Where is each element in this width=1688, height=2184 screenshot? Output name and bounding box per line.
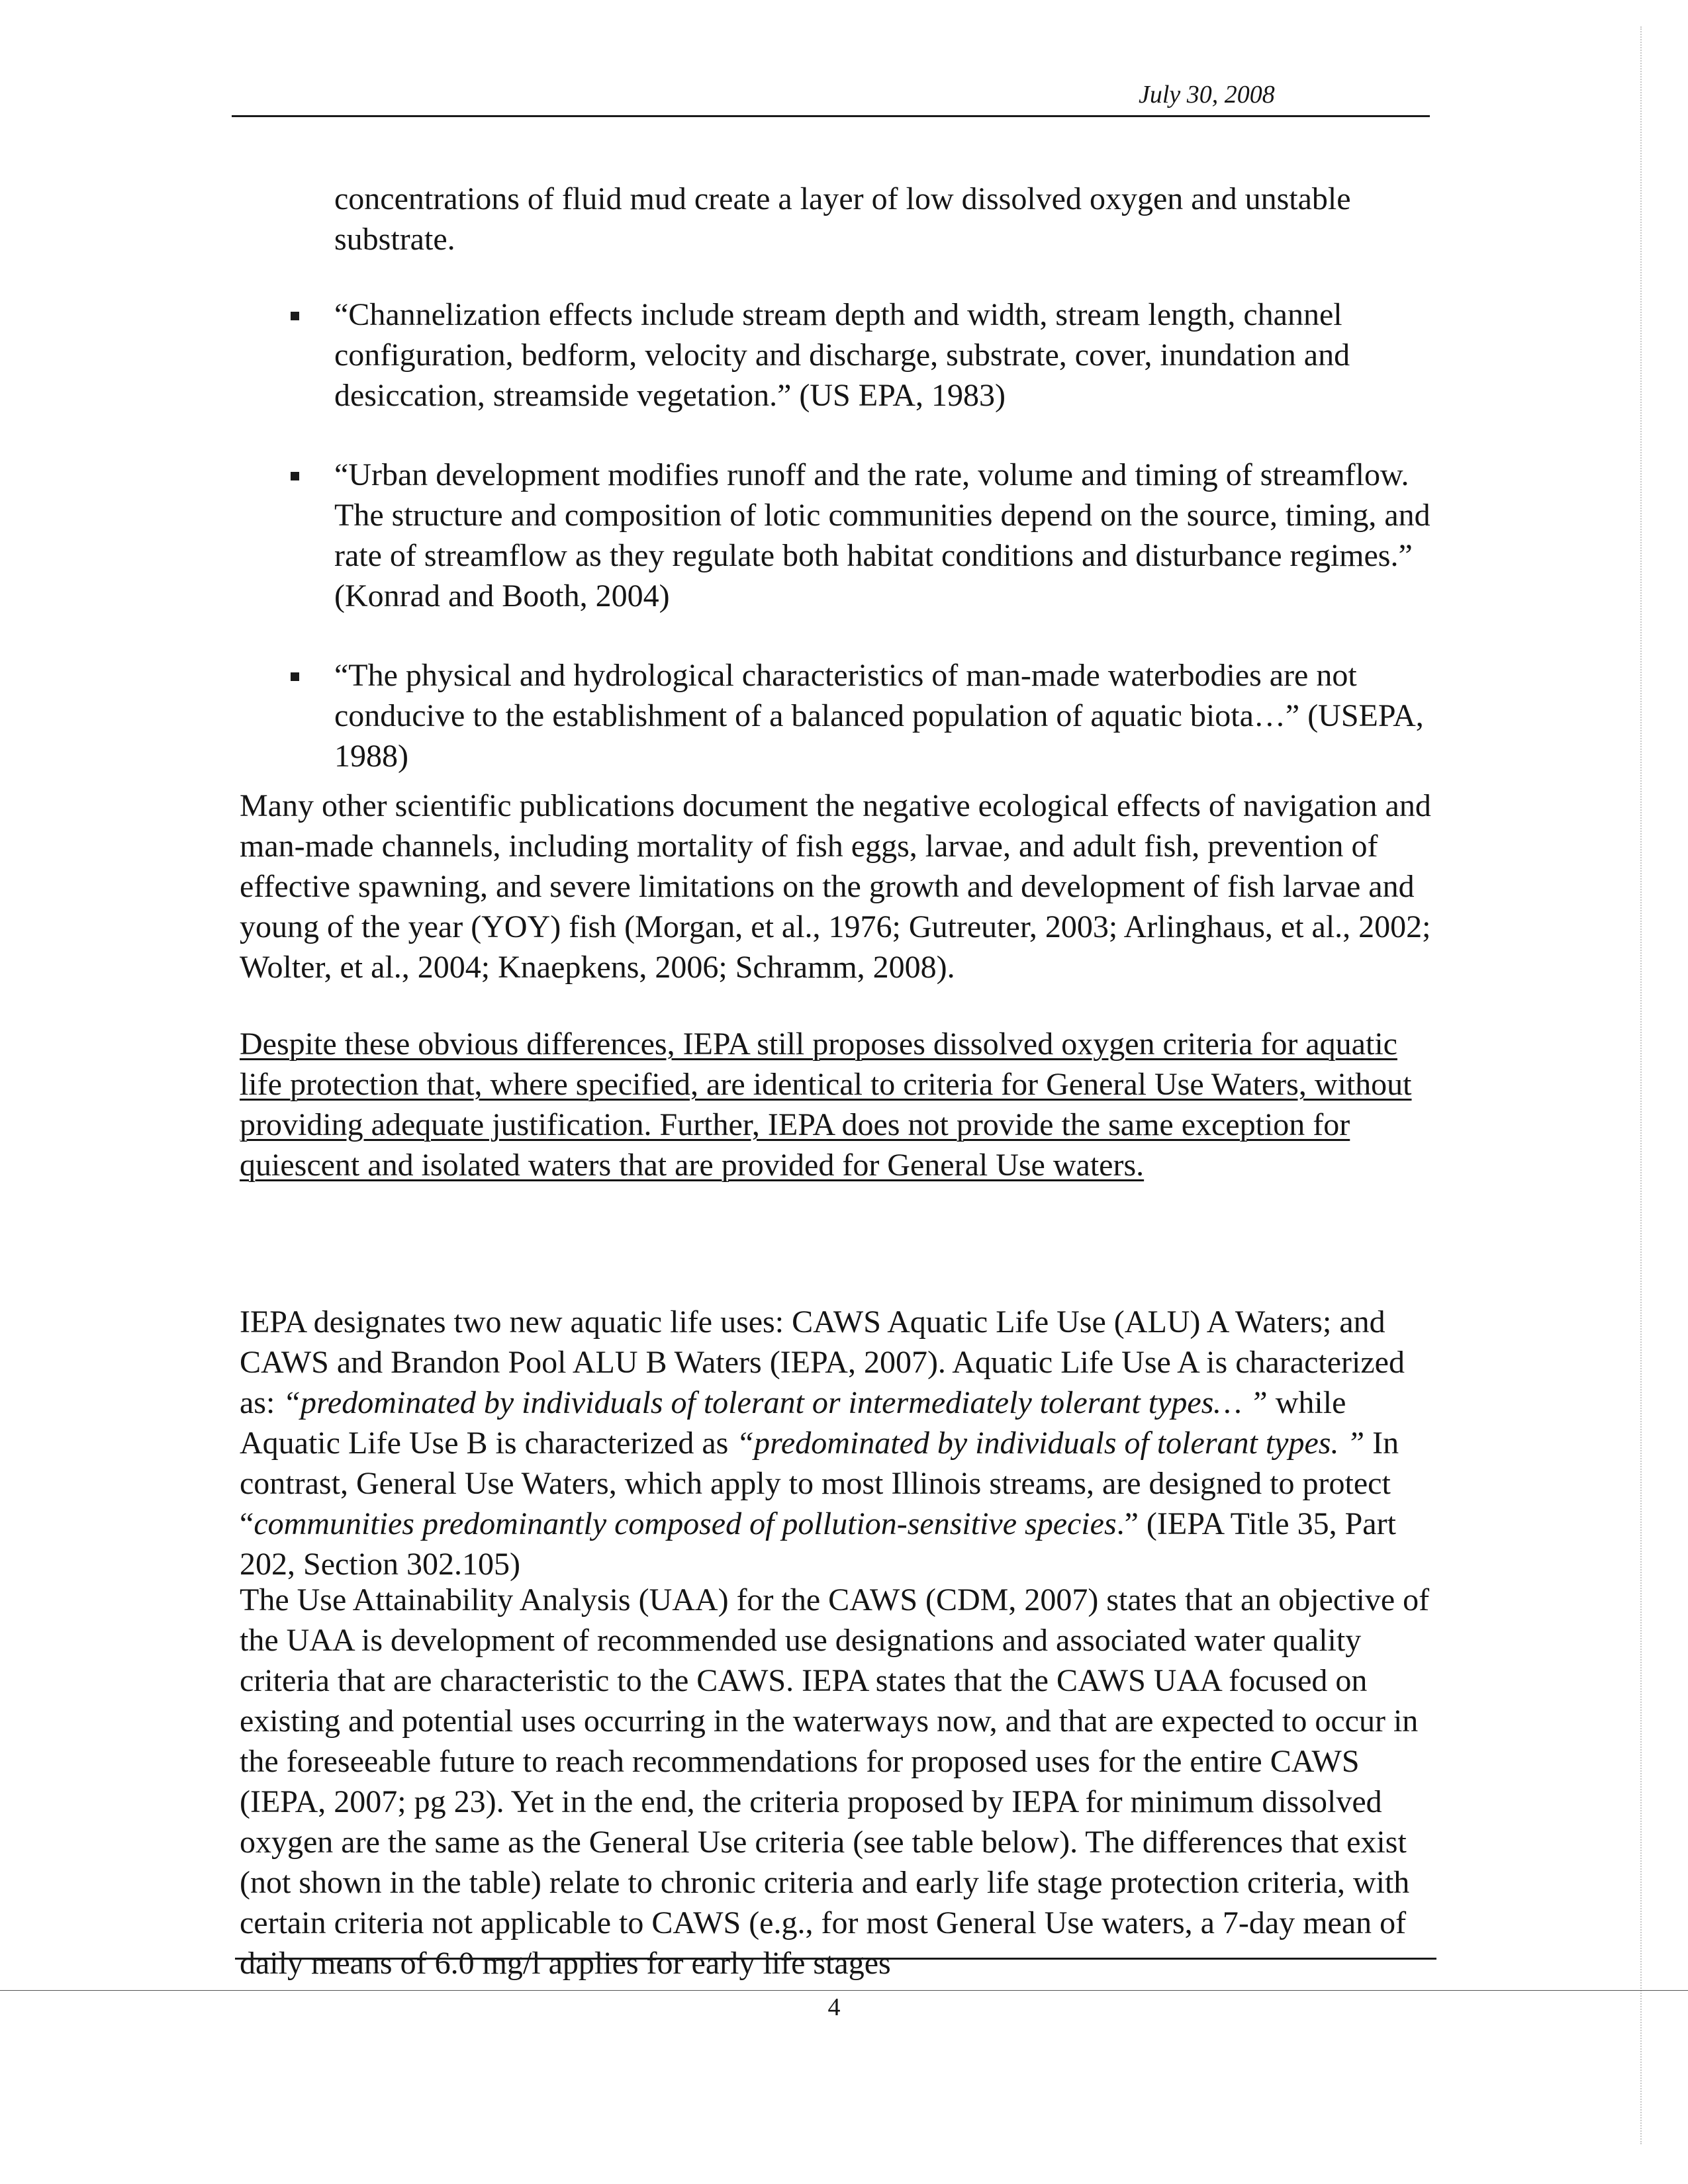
quote-text: “The physical and hydrological characteristics of man-made waterbodies are not conducive to the establishment of a balanced population of aquatic biota…” (USEPA, 1988) — [334, 658, 1424, 774]
paragraph-navigation-effects: Many other scientific publications document the negative ecological effects of navigation and man-made channels, including mortality of fish eggs, larvae, and adult fish, prevention of effective spawning, and severe limitations on the growth and development of fish larvae and young of the year (YOY) fish (Morgan, et al., 1976; Gutreuter, 2003; Arlinghaus, et al., 2002; Wolter, et al., 2004; Knaepkens, 2006; Schramm, 2008). — [240, 788, 1431, 985]
underlined-text: Despite these obvious differences, IEPA still proposes dissolved oxygen criteria for aquatic life protection that, where specified, are identical to criteria for General Use Waters, without providing adequate justification. Further, IEPA does not provide the same exception for quiescent and isolated waters that are provided for General Use waters. — [240, 1026, 1412, 1183]
header-date: July 30, 2008 — [1139, 81, 1275, 109]
text-segment: In contrast, General Use Waters, which apply to most Illinois streams, are designed to protect “ — [240, 1426, 1399, 1541]
list-item — [0, 295, 1460, 416]
quote-list — [0, 295, 1688, 776]
bullet-icon — [291, 672, 299, 681]
quote-text: “Channelization effects include stream depth and width, stream length, channel configuration, bedform, velocity and discharge, substrate, cover, inundation and desiccation, streamside vegetation.” (US EPA, 1983) — [334, 297, 1350, 413]
paragraph-underlined-argument — [240, 1024, 1438, 1185]
bullet-icon — [291, 472, 299, 480]
list-item — [0, 455, 1460, 616]
text-segment: .” (IEPA Title 35, Part 202, Section 302.105) — [240, 1506, 1396, 1582]
bullet-icon — [291, 312, 299, 320]
scan-edge-line — [0, 1990, 1688, 1991]
header-rule — [232, 115, 1430, 117]
quote-text: “Urban development modifies runoff and the rate, volume and timing of streamflow. The structure and composition of lotic communities depend on the source, timing, and rate of streamflow as they regulate both habitat conditions and disturbance regimes.” (Konrad and Booth, 2004) — [334, 457, 1430, 614]
italic-quote: communities predominantly composed of pollution-sensitive species — [254, 1506, 1117, 1541]
text-segment: while Aquatic Life Use B is characterized as — [240, 1385, 1346, 1461]
paragraph-aquatic-life-uses — [240, 1302, 1438, 1584]
paragraph-uaa: The Use Attainability Analysis (UAA) for the CAWS (CDM, 2007) states that an objective of the UAA is development of recommended use designations and associated water quality criteria that are characteristic to the CAWS. IEPA states that the CAWS UAA focused on existing and potential uses occurring in the waterways now, and that are expected to occur in the foreseeable future to reach recommendations for proposed uses for the entire CAWS (IEPA, 2007; pg 23). Yet in the end, the criteria proposed by IEPA for minimum dissolved oxygen are the same as the General Use criteria (see table below). The differences that exist (not shown in the table) relate to chronic criteria and early life stage protection criteria, with certain criteria not applicable to CAWS (e.g., for most General Use waters, a 7-day mean of daily means of 6.0 mg/l applies for early life stages — [240, 1582, 1430, 1981]
text-segment: IEPA designates two new aquatic life uses: CAWS Aquatic Life Use (ALU) A Waters; and CAWS and Brandon Pool ALU B Waters (IEPA, 2007). Aquatic Life Use A is characterized as: — [240, 1304, 1405, 1420]
italic-quote: “predominated by individuals of tolerant types. ” — [736, 1426, 1365, 1461]
list-item — [0, 655, 1460, 776]
intro-fragment: concentrations of fluid mud create a layer of low dissolved oxygen and unstable substrate. — [334, 181, 1351, 257]
page-number: 4 — [827, 1993, 841, 2021]
footer-rule — [235, 1958, 1436, 1960]
italic-quote: “predominated by individuals of tolerant or intermediately tolerant types… ” — [283, 1385, 1268, 1420]
